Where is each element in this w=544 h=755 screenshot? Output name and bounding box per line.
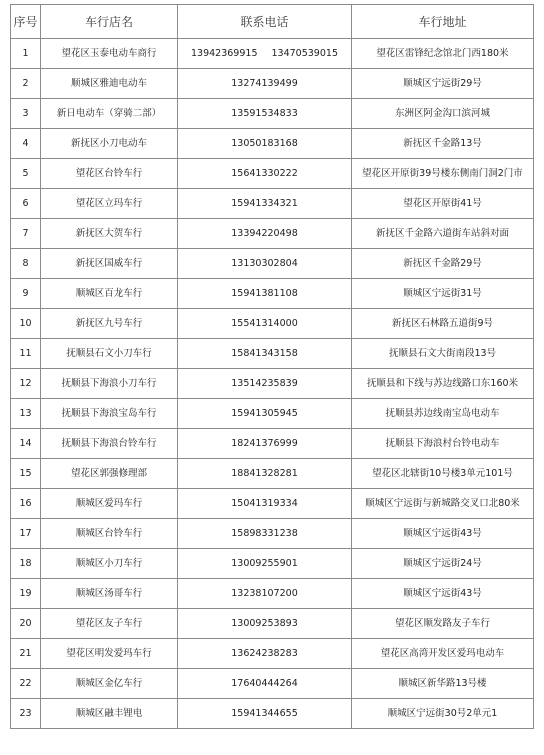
cell-phone xyxy=(178,129,352,159)
cell-phone xyxy=(178,639,352,669)
phone-number: 15941305945 xyxy=(231,408,298,419)
cell-name: 顺城区金亿车行 xyxy=(41,669,178,699)
cell-no: 7 xyxy=(11,219,41,249)
cell-name: 抚顺县石文小刀车行 xyxy=(41,339,178,369)
cell-address: 东洲区阿金沟口滨河城 xyxy=(352,99,534,129)
cell-name: 新抚区大贺车行 xyxy=(41,219,178,249)
cell-no: 23 xyxy=(11,699,41,729)
phone-number: 15841343158 xyxy=(231,348,298,359)
table-row xyxy=(11,429,534,459)
cell-no: 13 xyxy=(11,399,41,429)
table-row xyxy=(11,339,534,369)
cell-phone xyxy=(178,519,352,549)
phone-number: 13130302804 xyxy=(231,258,298,269)
dealer-table-container xyxy=(10,4,534,729)
cell-address: 顺城区宁远街24号 xyxy=(352,549,534,579)
table-body xyxy=(11,39,534,729)
cell-name: 顺城区小刀车行 xyxy=(41,549,178,579)
phone-number: 18841328281 xyxy=(231,468,298,479)
cell-name: 望花区玉泰电动车商行 xyxy=(41,39,178,69)
phone-number: 13591534833 xyxy=(231,108,298,119)
cell-no: 15 xyxy=(11,459,41,489)
cell-name: 抚顺县下海浪宝岛车行 xyxy=(41,399,178,429)
table-row xyxy=(11,279,534,309)
phone-number: 13009255901 xyxy=(231,558,298,569)
table-row xyxy=(11,219,534,249)
table-row xyxy=(11,69,534,99)
cell-name: 顺城区雅迪电动车 xyxy=(41,69,178,99)
cell-no: 19 xyxy=(11,579,41,609)
table-row xyxy=(11,309,534,339)
cell-phone xyxy=(178,579,352,609)
cell-address: 顺城区宁远街43号 xyxy=(352,519,534,549)
cell-address: 新抚区千金路13号 xyxy=(352,129,534,159)
cell-address: 望花区开原街39号楼东侧南门洞2门市 xyxy=(352,159,534,189)
cell-phone xyxy=(178,219,352,249)
cell-no: 1 xyxy=(11,39,41,69)
cell-no: 2 xyxy=(11,69,41,99)
cell-name: 抚顺县下海浪小刀车行 xyxy=(41,369,178,399)
cell-no: 5 xyxy=(11,159,41,189)
cell-address: 望花区雷锋纪念馆北门西180米 xyxy=(352,39,534,69)
phone-number: 15941381108 xyxy=(231,288,298,299)
cell-address: 新抚区千金路六道街车站斜对面 xyxy=(352,219,534,249)
cell-no: 16 xyxy=(11,489,41,519)
cell-name: 新抚区小刀电动车 xyxy=(41,129,178,159)
cell-no: 21 xyxy=(11,639,41,669)
cell-no: 20 xyxy=(11,609,41,639)
table-row xyxy=(11,129,534,159)
cell-name: 顺城区爱玛车行 xyxy=(41,489,178,519)
cell-no: 10 xyxy=(11,309,41,339)
table-row xyxy=(11,699,534,729)
cell-phone xyxy=(178,669,352,699)
cell-phone xyxy=(178,69,352,99)
cell-address: 望花区北辖街10号楼3单元101号 xyxy=(352,459,534,489)
table-row xyxy=(11,249,534,279)
cell-address: 新抚区千金路29号 xyxy=(352,249,534,279)
phone-number: 13238107200 xyxy=(231,588,298,599)
cell-no: 22 xyxy=(11,669,41,699)
table-row xyxy=(11,669,534,699)
cell-phone xyxy=(178,159,352,189)
table-header-row xyxy=(11,5,534,39)
cell-phone xyxy=(178,369,352,399)
cell-address: 顺城区新华路13号楼 xyxy=(352,669,534,699)
cell-name: 抚顺县下海浪台铃车行 xyxy=(41,429,178,459)
table-row xyxy=(11,399,534,429)
cell-phone xyxy=(178,249,352,279)
header-address: 车行地址 xyxy=(352,5,534,39)
table-row xyxy=(11,549,534,579)
phone-number: 13942369915 xyxy=(191,48,258,59)
cell-no: 3 xyxy=(11,99,41,129)
phone-number: 13050183168 xyxy=(231,138,298,149)
table-row xyxy=(11,369,534,399)
cell-name: 新抚区九号车行 xyxy=(41,309,178,339)
cell-no: 18 xyxy=(11,549,41,579)
table-row xyxy=(11,189,534,219)
cell-no: 6 xyxy=(11,189,41,219)
cell-name: 顺城区融丰锂电 xyxy=(41,699,178,729)
table-row xyxy=(11,639,534,669)
phone-number: 15941334321 xyxy=(231,198,298,209)
cell-name: 望花区立玛车行 xyxy=(41,189,178,219)
cell-name: 望花区郭强修理部 xyxy=(41,459,178,489)
cell-name: 顺城区汤哥车行 xyxy=(41,579,178,609)
cell-phone xyxy=(178,309,352,339)
cell-phone xyxy=(178,99,352,129)
cell-phone xyxy=(178,459,352,489)
cell-name: 顺城区百龙车行 xyxy=(41,279,178,309)
cell-no: 8 xyxy=(11,249,41,279)
phone-number: 13009253893 xyxy=(231,618,298,629)
table-row xyxy=(11,579,534,609)
cell-phone xyxy=(178,489,352,519)
cell-name: 望花区台铃车行 xyxy=(41,159,178,189)
phone-number: 13624238283 xyxy=(231,648,298,659)
dealer-table xyxy=(10,4,534,729)
cell-address: 抚顺县石文大街南段13号 xyxy=(352,339,534,369)
cell-address: 抚顺县和下线与苏边线路口东160米 xyxy=(352,369,534,399)
cell-phone xyxy=(178,699,352,729)
cell-phone xyxy=(178,609,352,639)
cell-phone xyxy=(178,189,352,219)
header-phone: 联系电话 xyxy=(178,5,352,39)
table-row xyxy=(11,99,534,129)
cell-no: 12 xyxy=(11,369,41,399)
cell-address: 顺城区宁远街30号2单元1 xyxy=(352,699,534,729)
table-row xyxy=(11,609,534,639)
cell-no: 9 xyxy=(11,279,41,309)
cell-address: 望花区高湾开发区爱玛电动车 xyxy=(352,639,534,669)
phone-number: 13394220498 xyxy=(231,228,298,239)
cell-no: 14 xyxy=(11,429,41,459)
phone-number: 18241376999 xyxy=(231,438,298,449)
cell-name: 顺城区台铃车行 xyxy=(41,519,178,549)
table-row xyxy=(11,39,534,69)
table-row xyxy=(11,459,534,489)
phone-number: 15041319334 xyxy=(231,498,298,509)
table-row xyxy=(11,159,534,189)
phone-number: 15541314000 xyxy=(231,318,298,329)
phone-number: 13274139499 xyxy=(231,78,298,89)
header-no: 序号 xyxy=(11,5,41,39)
phone-number: 17640444264 xyxy=(231,678,298,689)
cell-name: 新日电动车（穿骑二部） xyxy=(41,99,178,129)
cell-name: 望花区明发爱玛车行 xyxy=(41,639,178,669)
cell-phone xyxy=(178,339,352,369)
cell-address: 顺城区宁远街与新城路交叉口北80米 xyxy=(352,489,534,519)
cell-name: 望花区友子车行 xyxy=(41,609,178,639)
cell-phone xyxy=(178,549,352,579)
cell-address: 抚顺县下海浪村台铃电动车 xyxy=(352,429,534,459)
phone-number: 13514235839 xyxy=(231,378,298,389)
header-name: 车行店名 xyxy=(41,5,178,39)
phone-number: 13470539015 xyxy=(271,48,338,59)
cell-address: 望花区开原街41号 xyxy=(352,189,534,219)
cell-no: 4 xyxy=(11,129,41,159)
table-row xyxy=(11,519,534,549)
cell-address: 望花区顺发路友子车行 xyxy=(352,609,534,639)
cell-phone xyxy=(178,39,352,69)
cell-address: 新抚区石林路五道街9号 xyxy=(352,309,534,339)
cell-phone xyxy=(178,279,352,309)
cell-address: 顺城区宁远街29号 xyxy=(352,69,534,99)
phone-number: 15941344655 xyxy=(231,708,298,719)
phone-number: 15898331238 xyxy=(231,528,298,539)
cell-address: 抚顺县苏边线南宝岛电动车 xyxy=(352,399,534,429)
cell-no: 17 xyxy=(11,519,41,549)
cell-phone xyxy=(178,399,352,429)
table-row xyxy=(11,489,534,519)
cell-phone xyxy=(178,429,352,459)
cell-name: 新抚区国威车行 xyxy=(41,249,178,279)
cell-address: 顺城区宁远街31号 xyxy=(352,279,534,309)
phone-number: 15641330222 xyxy=(231,168,298,179)
cell-no: 11 xyxy=(11,339,41,369)
cell-address: 顺城区宁远街43号 xyxy=(352,579,534,609)
